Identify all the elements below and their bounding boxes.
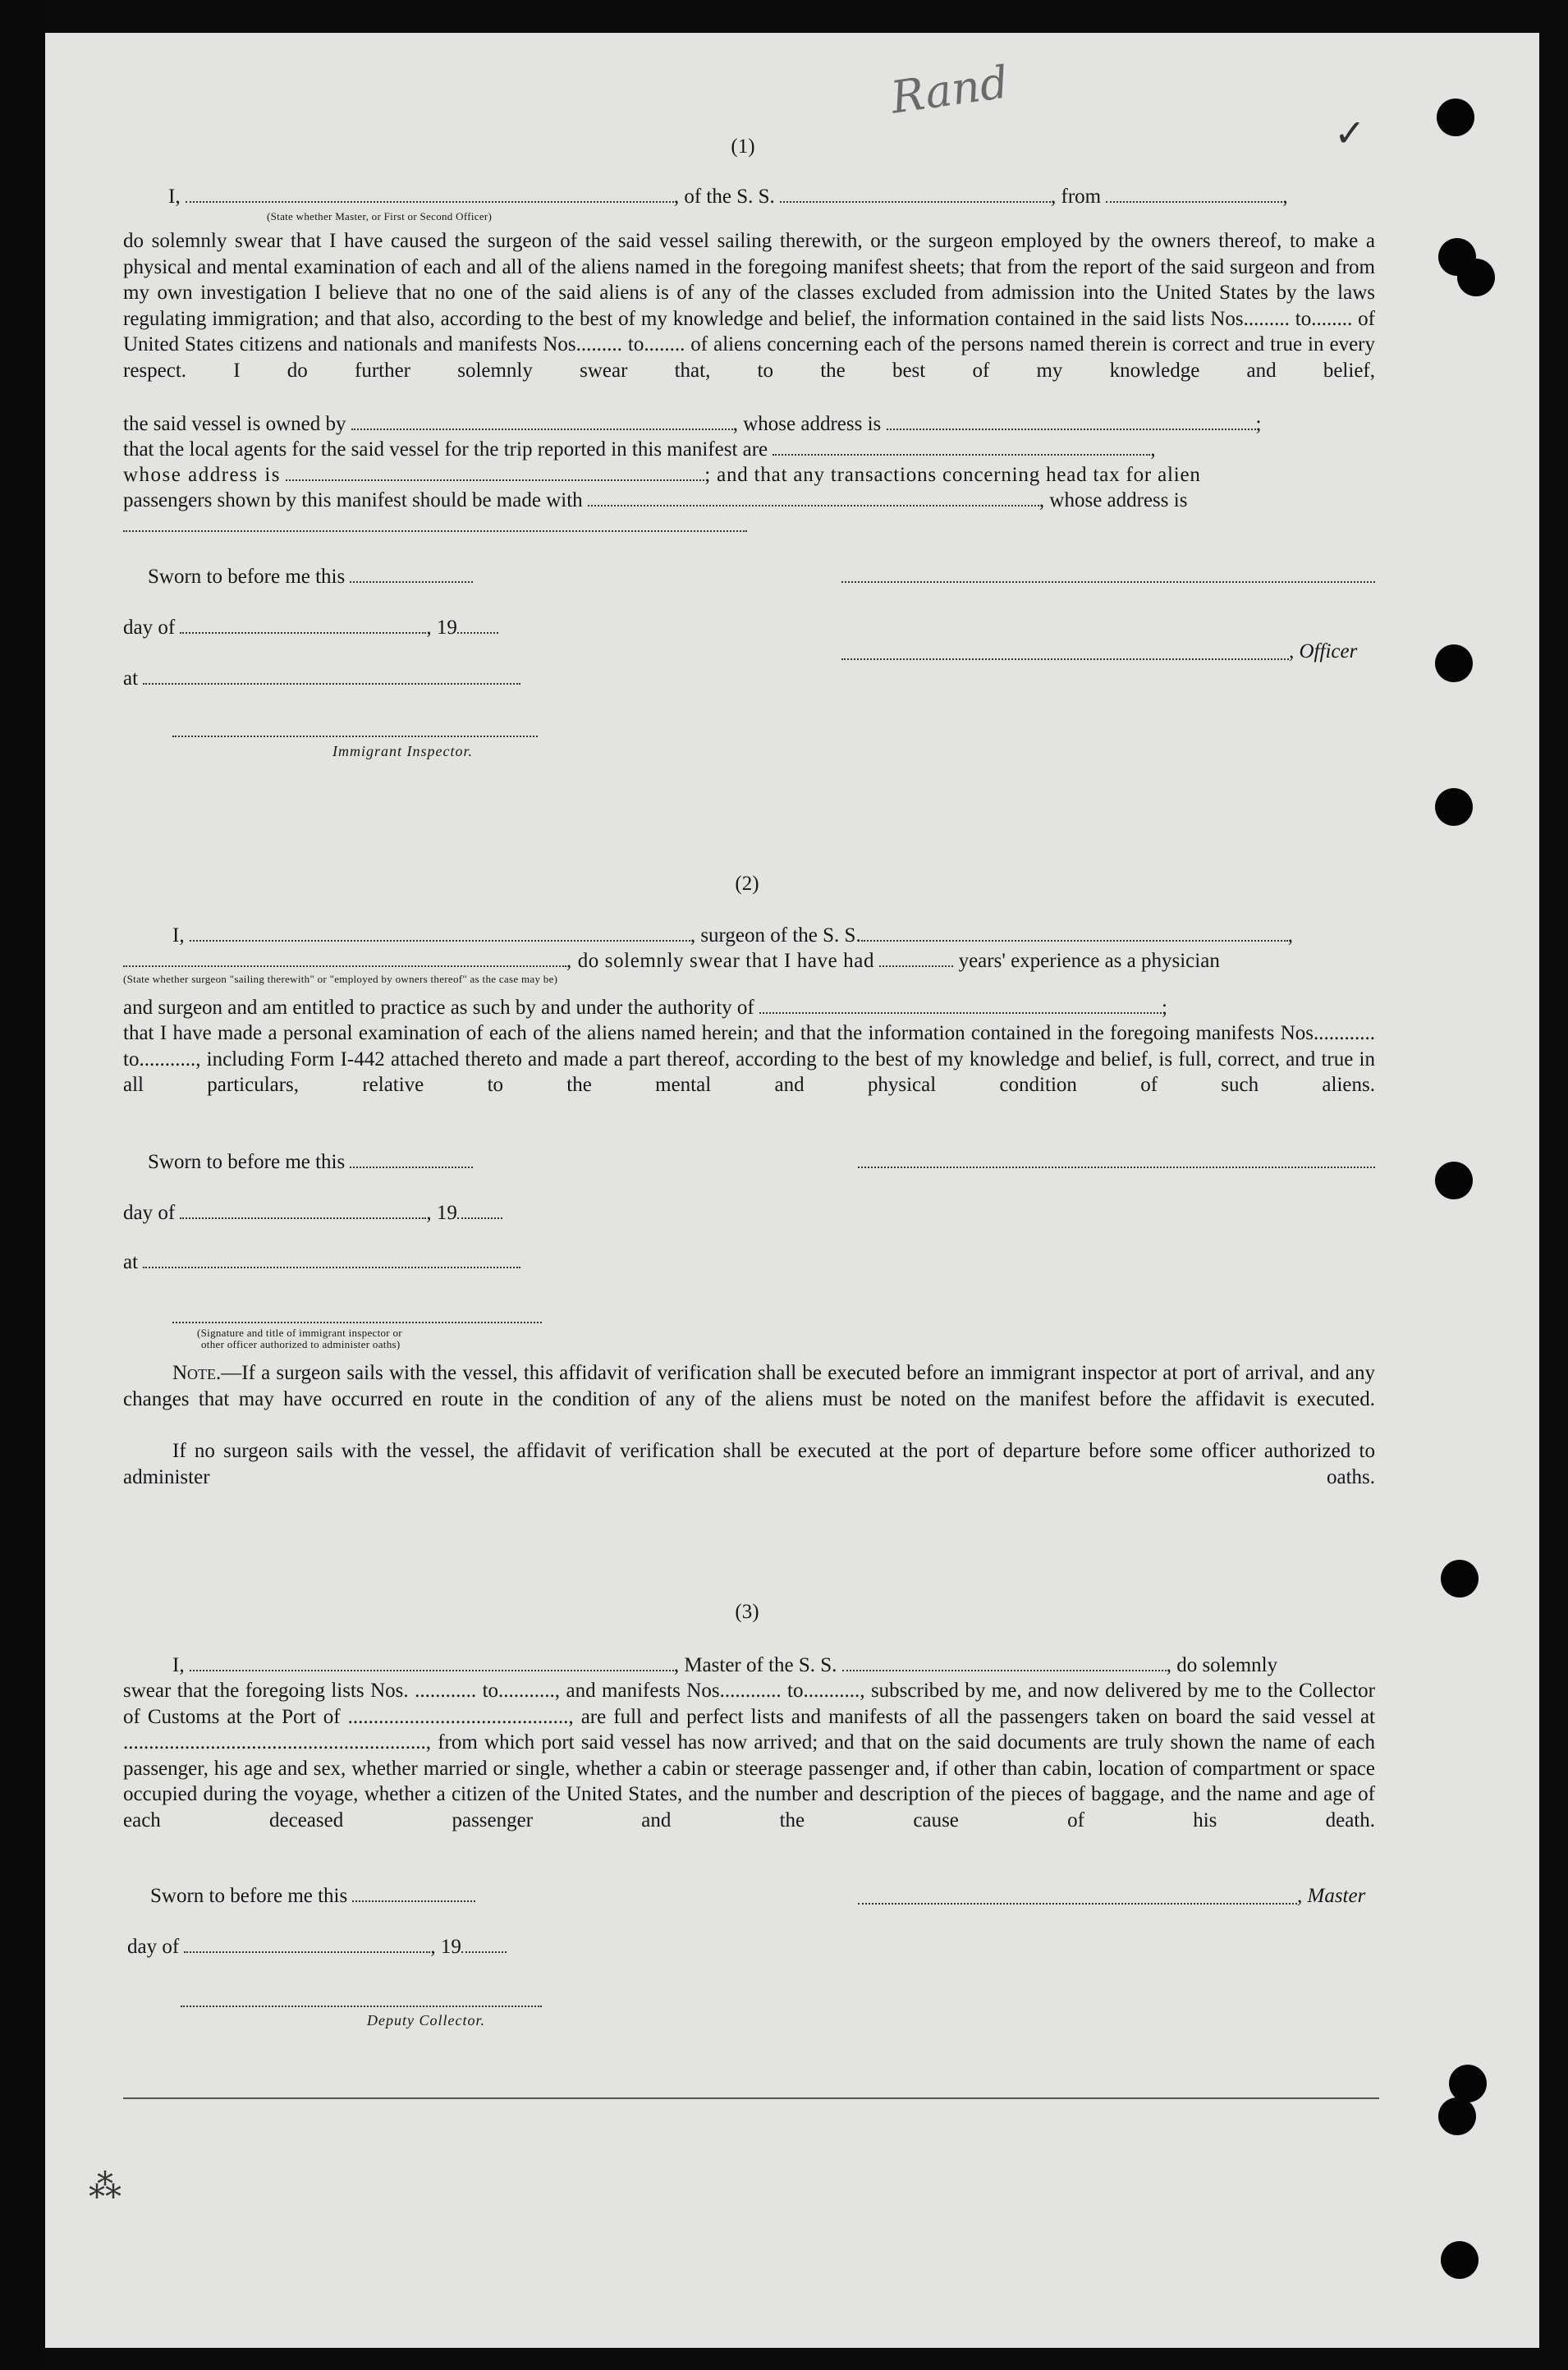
sec1-whose-line (123, 462, 1201, 488)
agents-address-field[interactable] (286, 463, 704, 481)
sec2-i-label: I, (172, 924, 185, 947)
authority-label: and surgeon and am entitled to practice as such by and under the authority of (123, 997, 754, 1019)
sec1-owned-line (123, 411, 1261, 437)
local-agents-field[interactable] (773, 438, 1150, 456)
master-ss-label: , Master of the S. S. (673, 1654, 837, 1676)
sec1-body: do solemnly swear that I have caused the surgeon of the said vessel sailing therewith, or the surgeon employed by the owners thereof, to make a physical and mental examination of each and all of the aliens named in the foregoing manifest sheets; that from the report of the said surgeon and from my own investigation I believe that no one of the said aliens is of any of the classes excluded from admission into the United States by the laws regulating immigration; and that also, according to the best of my knowledge and belief, the information contained in the said lists Nos......... to........ of United States citizens and nationals and manifests Nos......... to........ of aliens concerning each of the persons named therein is correct and true in every respect. I do further solemnly swear that, to the best of my knowledge and belief, (123, 230, 1375, 382)
vessel-name-field[interactable] (780, 185, 1051, 203)
sec2-at (123, 1249, 520, 1275)
year-field[interactable] (457, 616, 498, 634)
comma: , (1282, 186, 1288, 208)
at-label: at (123, 667, 139, 690)
inspector-signature-line[interactable] (172, 736, 538, 737)
sec3-sworn (150, 1883, 475, 1909)
note-paragraph (123, 1360, 1375, 1412)
year-prefix: , 19 (426, 1202, 457, 1224)
month-field[interactable] (184, 1935, 430, 1953)
caption-sig-2: other officer authorized to administer oaths) (201, 1338, 401, 1350)
vessel-name-field-3[interactable] (842, 1653, 1167, 1671)
deputy-label: Deputy Collector. (367, 2012, 485, 2028)
sec1-ss-label: , of the S. S. (673, 186, 775, 208)
sec3-body: swear that the foregoing lists Nos. ............ to..........., and manifests Nos............ to..........., subscribed by me, and now delivered by me to the Collector of Customs at the Port of ..........................................., are full and perfect lists and manifests of all the passengers taken on board the said vessel at ..........................................................., from which port said vessel has now arrived; and that on the said documents are truly shown the name of each passenger, his age and sex, whether married or single, whether a cabin or steerage passenger and, if other than cabin, location of compartment or space occupied during the voyage, whether a citizen of the United States, and the number and description of the pieces of baggage, and the name and age of each deceased passenger and the cause of his death. (123, 1680, 1375, 1831)
ink-mark: ✓ (1334, 112, 1366, 154)
year-prefix: , 19 (426, 617, 457, 639)
agents-label: that the local agents for the said vessel for the trip reported in this manifest are (123, 438, 768, 461)
surgeon-signature-line[interactable] (858, 1167, 1375, 1168)
owned-by-label: the said vessel is owned by (123, 413, 346, 435)
deputy-signature-line[interactable] (181, 2006, 542, 2007)
sworn-date-field[interactable] (350, 1150, 473, 1168)
day-of-label: day of (123, 617, 176, 639)
passengers-label: passengers shown by this manifest should be made with (123, 489, 583, 511)
master-label: , Master (1297, 1885, 1366, 1907)
sworn-date-field[interactable] (350, 565, 473, 583)
ink-speck: ⁂ (89, 2168, 121, 2205)
year-prefix: , 19 (430, 1936, 461, 1958)
sec2-body: that I have made a personal examination of each of the aliens named herein; and that the information contained in the foregoing manifests Nos............ to..........., including Form I-442 attached thereto and made a part thereof, according to the best of my knowledge and belief, is full, correct, and true in all particulars, relative to the mental and physical condition of such aliens. (123, 1022, 1375, 1096)
punch-hole (1435, 644, 1473, 682)
punch-hole (1438, 2097, 1476, 2135)
section-3-heading: (3) (735, 1601, 759, 1623)
surgeon-status-field[interactable] (123, 949, 566, 967)
sec1-at (123, 666, 520, 691)
sworn-label: Sworn to before me this (148, 1151, 346, 1173)
sworn-label: Sworn to before me this (150, 1885, 348, 1907)
inspector-label: Immigrant Inspector. (332, 743, 473, 759)
years-field[interactable] (879, 949, 953, 967)
punch-hole (1437, 99, 1474, 136)
caption-sig-1: (Signature and title of immigrant inspector or (197, 1327, 402, 1339)
sec1-dayof (123, 615, 498, 640)
at-label: at (123, 1251, 139, 1273)
semicolon: ; (1255, 413, 1262, 435)
bottom-rule (123, 2097, 1379, 2099)
sec1-i-label: I, (168, 186, 181, 208)
semicolon: ; (1162, 997, 1167, 1019)
punch-hole (1449, 2065, 1487, 2102)
years-label: years' experience as a physician (958, 950, 1220, 972)
whose-address-label-2: , whose address is (1038, 489, 1188, 511)
punch-hole (1441, 1560, 1479, 1598)
officer-name-field[interactable] (186, 185, 674, 203)
owner-field[interactable] (351, 412, 733, 430)
solemnly-label: , do solemnly (1166, 1654, 1278, 1676)
punch-hole (1457, 259, 1495, 296)
caption-master-officer: (State whether Master, or First or Second Officer) (267, 210, 493, 222)
vessel-name-field-2[interactable] (861, 924, 1288, 942)
head-tax-label: ; and that any transactions concerning head tax for alien (704, 464, 1201, 486)
sec1-line1 (168, 184, 1375, 209)
sworn-label: Sworn to before me this (148, 566, 346, 588)
place-field[interactable] (143, 667, 520, 685)
sec1-passengers-line (123, 488, 1187, 513)
scan-border (0, 0, 45, 2370)
master-name-field[interactable] (190, 1653, 674, 1671)
sec3-i-label: I, (172, 1654, 185, 1676)
sec1-sworn (148, 564, 473, 589)
caption-surgeon: (State whether surgeon "sailing therewith" or "employed by owners thereof" as the case may be) (123, 973, 558, 985)
month-field[interactable] (180, 616, 426, 634)
punch-hole (1435, 1162, 1473, 1199)
sec3-line1 (172, 1653, 1277, 1678)
sig-title-line[interactable] (172, 1322, 542, 1323)
day-of-label: day of (123, 1202, 176, 1224)
comma: , (1150, 438, 1156, 461)
punch-hole (1441, 2241, 1479, 2279)
surgeon-ss-label: , surgeon of the S. S. (690, 924, 861, 947)
sec2-line1 (172, 923, 1293, 948)
handwritten-annotation: Rand (887, 56, 1012, 124)
note-paragraph-2: If no surgeon sails with the vessel, the affidavit of verification shall be executed at the port of departure before some officer authorized to administer oaths. (123, 1440, 1375, 1488)
swear-label: , do solemnly swear that I have had (566, 950, 875, 972)
sec2-dayof (123, 1200, 502, 1226)
sec1-agents-line (123, 437, 1156, 462)
day-of-label: day of (127, 1936, 180, 1958)
punch-hole (1435, 788, 1473, 826)
sec3-dayof (127, 1934, 507, 1960)
section-1-heading: (1) (731, 135, 755, 158)
head-tax-party-field[interactable] (588, 488, 1039, 507)
month-field[interactable] (180, 1201, 426, 1219)
sec2-authority-line (123, 995, 1167, 1020)
departure-port-field[interactable] (1106, 185, 1282, 203)
head-tax-address-field[interactable] (123, 530, 747, 532)
officer-label: , Officer (1289, 640, 1358, 662)
officer-signature-line[interactable] (841, 581, 1375, 583)
owner-address-field[interactable] (887, 412, 1256, 430)
note-text: —If a surgeon sails with the vessel, this affidavit of verification shall be executed before an immigrant inspector at port of arrival, and any changes that may have occurred en route in the condition of any of the aliens must be noted on the manifest before the affidavit is executed. (123, 1362, 1375, 1410)
master-signature-line[interactable] (858, 1903, 1297, 1905)
agents-address-label: whose address is (123, 464, 282, 486)
sworn-date-field[interactable] (352, 1884, 475, 1902)
whose-address-label: , whose address is (732, 413, 882, 435)
officer-line[interactable] (841, 658, 1289, 660)
sec2-sworn (148, 1149, 473, 1175)
comma: , (1287, 924, 1293, 947)
note-heading: Note. (172, 1362, 222, 1384)
section-2-heading: (2) (735, 873, 759, 895)
sec2-line2 (123, 948, 1220, 974)
authority-field[interactable] (759, 996, 1162, 1014)
year-field[interactable] (457, 1201, 502, 1219)
year-field[interactable] (461, 1935, 507, 1953)
surgeon-name-field[interactable] (190, 924, 690, 942)
sec1-from-label: , from (1051, 186, 1102, 208)
place-field[interactable] (143, 1250, 520, 1268)
